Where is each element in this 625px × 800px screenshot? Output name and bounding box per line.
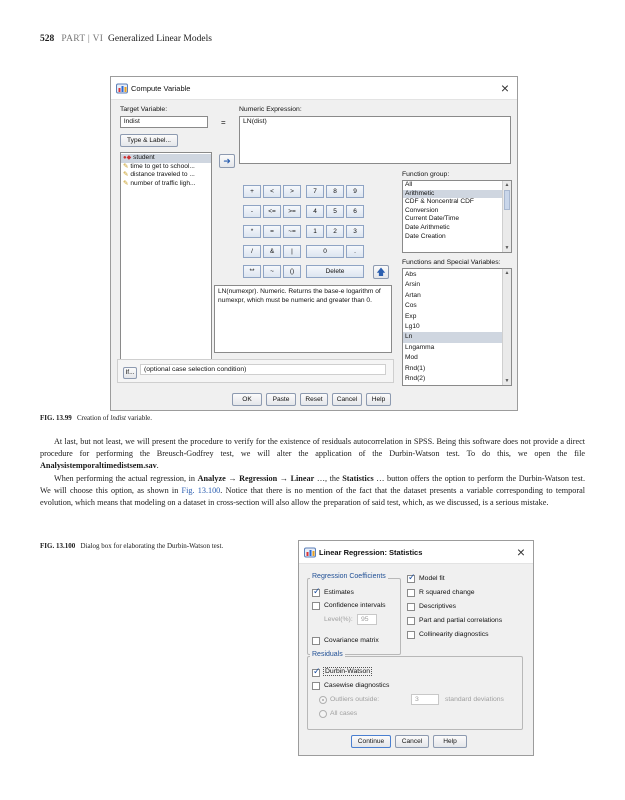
keypad-button[interactable]: 6 bbox=[346, 205, 364, 218]
outliers-input[interactable]: 3 bbox=[411, 694, 439, 705]
keypad-button[interactable]: 8 bbox=[326, 185, 344, 198]
running-head bbox=[40, 34, 212, 44]
scroll-up-icon[interactable]: ▲ bbox=[504, 270, 510, 276]
scroll-down-icon[interactable]: ▼ bbox=[504, 378, 510, 384]
level-input[interactable]: 95 bbox=[357, 614, 377, 625]
keypad-button[interactable]: ** bbox=[243, 265, 261, 278]
list-item[interactable]: Mod bbox=[405, 354, 418, 362]
all-cases-radio[interactable] bbox=[319, 710, 327, 718]
scale-variable-icon: ✎ bbox=[123, 179, 129, 187]
keypad-button[interactable]: ~= bbox=[283, 225, 301, 238]
if-condition-field: (optional case selection condition) bbox=[140, 364, 386, 375]
paragraph-text: When performing the actual regression, in bbox=[54, 473, 195, 483]
caption-label: FIG. 13.99 bbox=[40, 414, 72, 422]
scrollbar[interactable] bbox=[502, 269, 511, 385]
numeric-expression-label: Numeric Expression: bbox=[239, 106, 302, 113]
reset-button[interactable]: Reset bbox=[300, 393, 328, 406]
list-item[interactable]: Ln bbox=[403, 332, 511, 342]
list-item[interactable]: Arithmetic bbox=[403, 190, 511, 199]
paragraph-end: . bbox=[156, 461, 159, 471]
part-partial-checkbox[interactable] bbox=[407, 617, 415, 625]
keypad-button[interactable]: . bbox=[346, 245, 364, 258]
keypad-button[interactable]: = bbox=[263, 225, 281, 238]
list-item[interactable] bbox=[121, 163, 211, 172]
group-title: Residuals bbox=[312, 651, 343, 658]
list-item[interactable] bbox=[121, 171, 211, 180]
descriptives-label: Descriptives bbox=[419, 603, 457, 610]
paragraph-text: …, the bbox=[316, 473, 340, 483]
file-name: Analysistemporaltimedistsem.sav bbox=[40, 461, 157, 471]
scale-variable-icon: ✎ bbox=[123, 162, 129, 170]
nominal-variable-icon: ●◆ bbox=[123, 155, 132, 161]
page-number: 528 bbox=[40, 34, 55, 44]
list-item[interactable]: Exp bbox=[405, 312, 417, 320]
arrow-up-icon: 🡅 bbox=[376, 267, 386, 277]
list-item[interactable]: Rnd(2) bbox=[405, 374, 426, 382]
list-item[interactable]: Current Date/Time bbox=[405, 215, 459, 223]
keypad-button[interactable]: 1 bbox=[306, 225, 324, 238]
paragraph-text: . Notice that there is no mention of the fact that the dataset presents a variable corresponding to temporal evolution, which means that modeling on a dataset in cross-section will also allow the preparation of said test, which, as we discussed, is a serious mistake. bbox=[40, 485, 585, 508]
equals-sign: = bbox=[221, 118, 226, 127]
list-item[interactable]: All bbox=[405, 181, 413, 188]
keypad-button[interactable]: ~ bbox=[263, 265, 281, 278]
keypad-button[interactable]: / bbox=[243, 245, 261, 258]
cancel-button[interactable]: Cancel bbox=[332, 393, 362, 406]
keypad-button[interactable]: > bbox=[283, 185, 301, 198]
scrollbar[interactable] bbox=[502, 181, 511, 252]
help-button[interactable]: Help bbox=[366, 393, 391, 406]
arrow-right-icon: ➜ bbox=[223, 156, 231, 166]
regression-statistics-dialog bbox=[298, 540, 534, 756]
keypad-button[interactable]: | bbox=[283, 245, 301, 258]
insert-function-button[interactable] bbox=[373, 265, 389, 279]
collinearity-label: Collinearity diagnostics bbox=[419, 631, 489, 638]
menu-path: Analyze → Regression → Linear bbox=[197, 473, 315, 483]
list-item[interactable]: Conversion bbox=[405, 206, 439, 214]
outliers-radio[interactable] bbox=[319, 696, 327, 704]
figure-caption-13-99 bbox=[40, 414, 152, 422]
keypad-button[interactable]: 4 bbox=[306, 205, 324, 218]
ok-button[interactable]: OK bbox=[232, 393, 262, 406]
move-variable-button[interactable] bbox=[219, 154, 235, 168]
part-partial-label: Part and partial correlations bbox=[419, 617, 503, 624]
covariance-matrix-checkbox[interactable] bbox=[312, 637, 320, 645]
target-variable-label: Target Variable: bbox=[120, 106, 168, 113]
compute-variable-dialog bbox=[110, 76, 518, 411]
confidence-intervals-label: Confidence intervals bbox=[324, 602, 386, 609]
section-title: Generalized Linear Models bbox=[108, 34, 212, 44]
function-group-label: Function group: bbox=[402, 171, 450, 178]
keypad-button[interactable]: < bbox=[263, 185, 281, 198]
continue-button[interactable]: Continue bbox=[351, 735, 391, 748]
type-label-button[interactable]: Type & Label... bbox=[120, 134, 178, 147]
keypad-button[interactable]: 5 bbox=[326, 205, 344, 218]
caption-text: Dialog box for elaborating the Durbin-Watson test. bbox=[80, 542, 224, 550]
paste-button[interactable]: Paste bbox=[266, 393, 296, 406]
model-fit-checkbox[interactable] bbox=[407, 575, 415, 583]
target-variable-input[interactable]: lndist bbox=[120, 116, 208, 128]
caption-text: Creation of bbox=[76, 414, 109, 422]
descriptives-checkbox[interactable] bbox=[407, 603, 415, 611]
variable-name: number of traffic ligh... bbox=[130, 179, 196, 187]
help-button[interactable]: Help bbox=[433, 735, 467, 748]
variable-list[interactable] bbox=[120, 152, 212, 362]
close-icon[interactable]: × bbox=[516, 544, 525, 560]
figure-link[interactable]: Fig. 13.100 bbox=[181, 485, 221, 495]
keypad-button[interactable]: 7 bbox=[306, 185, 324, 198]
functions-label: Functions and Special Variables: bbox=[402, 259, 501, 266]
list-item[interactable] bbox=[121, 180, 211, 189]
keypad-button[interactable]: & bbox=[263, 245, 281, 258]
list-item[interactable]: Date Arithmetic bbox=[405, 223, 450, 231]
dialog-title: Compute Variable bbox=[131, 84, 191, 93]
variable-name: student bbox=[133, 154, 155, 161]
keypad-button[interactable]: 2 bbox=[326, 225, 344, 238]
collinearity-checkbox[interactable] bbox=[407, 631, 415, 639]
paragraph-text: … button offers the option to perform the Durbin-Watson test. We will choose this option, as shown in bbox=[40, 473, 585, 495]
scroll-down-icon[interactable]: ▼ bbox=[504, 245, 510, 251]
estimates-label: Estimates bbox=[324, 589, 354, 596]
list-item[interactable]: Cos bbox=[405, 302, 417, 310]
function-description: LN(numexpr). Numeric. Returns the base-e logarithm of numexpr, which must be numeric and greater than 0. bbox=[214, 285, 392, 353]
confidence-intervals-checkbox[interactable] bbox=[312, 602, 320, 610]
casewise-diagnostics-label: Casewise diagnostics bbox=[324, 682, 390, 689]
dialog-titlebar bbox=[299, 541, 533, 564]
numeric-expression-input[interactable]: LN(dist) bbox=[239, 116, 511, 164]
covariance-matrix-label: Covariance matrix bbox=[324, 637, 379, 644]
durbin-watson-checkbox[interactable] bbox=[312, 669, 320, 677]
scroll-up-icon[interactable]: ▲ bbox=[504, 182, 510, 188]
list-item[interactable]: Lg10 bbox=[405, 322, 420, 330]
dialog-titlebar bbox=[111, 77, 517, 100]
list-item[interactable]: Artan bbox=[405, 291, 421, 299]
level-label: Level(%): bbox=[324, 616, 353, 623]
figure-caption-13-100 bbox=[40, 542, 223, 550]
list-item[interactable]: Rnd(1) bbox=[405, 364, 426, 372]
keypad-button[interactable]: 9 bbox=[346, 185, 364, 198]
delete-button[interactable]: Delete bbox=[306, 265, 364, 278]
group-title: Regression Coefficients bbox=[312, 573, 386, 580]
list-item[interactable] bbox=[121, 154, 211, 163]
paragraph bbox=[40, 473, 585, 510]
functions-list[interactable] bbox=[402, 268, 512, 386]
r-squared-change-checkbox[interactable] bbox=[407, 589, 415, 597]
function-group-list[interactable] bbox=[402, 180, 512, 253]
statistics-term: Statistics bbox=[342, 473, 374, 483]
list-item[interactable]: Date Creation bbox=[405, 232, 446, 240]
dialog-title: Linear Regression: Statistics bbox=[319, 548, 423, 557]
body-text bbox=[40, 436, 585, 509]
list-item[interactable]: Lngamma bbox=[405, 343, 435, 351]
keypad-button[interactable]: () bbox=[283, 265, 301, 278]
keypad-button[interactable]: 0 bbox=[306, 245, 344, 258]
caption-text-end: variable. bbox=[127, 414, 152, 422]
std-dev-label: standard deviations bbox=[445, 696, 504, 703]
list-item[interactable]: Arsin bbox=[405, 281, 421, 289]
scroll-thumb[interactable] bbox=[504, 190, 510, 210]
paragraph-text: At last, but not least, we will present the procedure to verify for the existence of residuals autocorrelation in SPSS. Being this software does not provide a direct procedure for performing the Breusch-Godfrey test, we will alter the application of the Durbin-Watson test. To do this, we open the file bbox=[40, 437, 585, 459]
spss-app-icon bbox=[304, 546, 316, 558]
variable-name: distance traveled to ... bbox=[130, 171, 195, 179]
list-item[interactable]: CDF & Noncentral CDF bbox=[405, 198, 474, 206]
keypad-button[interactable]: >= bbox=[283, 205, 301, 218]
caption-variable: lndist bbox=[110, 414, 126, 422]
model-fit-label: Model fit bbox=[419, 575, 445, 582]
durbin-watson-label: Durbin-Watson bbox=[325, 668, 371, 675]
part-label: PART | VI bbox=[61, 34, 104, 44]
cancel-button[interactable]: Cancel bbox=[395, 735, 429, 748]
spss-app-icon bbox=[116, 82, 128, 94]
if-button[interactable]: If... bbox=[123, 367, 137, 379]
keypad-button[interactable]: + bbox=[243, 185, 261, 198]
scale-variable-icon: ✎ bbox=[123, 171, 129, 179]
keypad-button[interactable]: - bbox=[243, 205, 261, 218]
list-item[interactable]: Abs bbox=[405, 271, 417, 278]
estimates-checkbox[interactable] bbox=[312, 589, 320, 597]
r-squared-change-label: R squared change bbox=[419, 589, 475, 596]
keypad-button[interactable]: * bbox=[243, 225, 261, 238]
caption-label: FIG. 13.100 bbox=[40, 542, 76, 550]
all-cases-label: All cases bbox=[330, 710, 358, 717]
close-icon[interactable]: × bbox=[500, 80, 509, 96]
keypad-button[interactable]: 3 bbox=[346, 225, 364, 238]
casewise-diagnostics-checkbox[interactable] bbox=[312, 682, 320, 690]
paragraph bbox=[40, 436, 585, 473]
variable-name: time to get to school... bbox=[130, 162, 195, 170]
outliers-label: Outliers outside: bbox=[330, 696, 380, 703]
keypad-button[interactable]: <= bbox=[263, 205, 281, 218]
